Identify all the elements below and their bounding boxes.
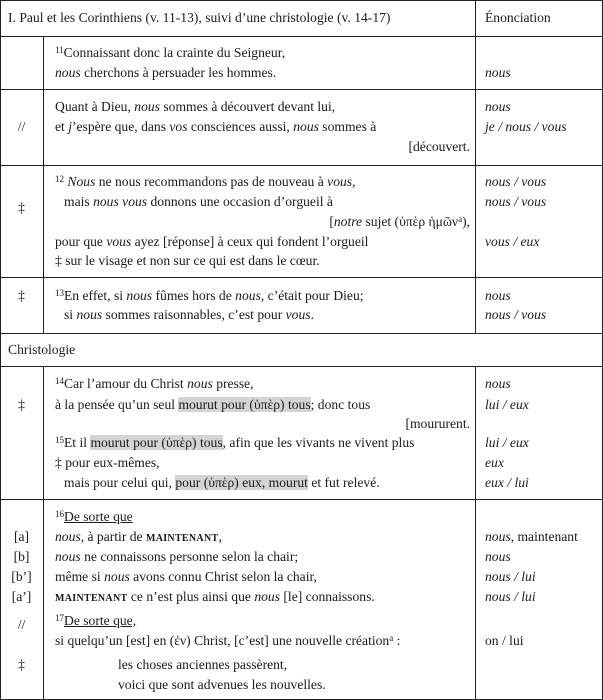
verse-16-line-5: maintenant ce n’est plus ainsi que nous [le] connaissons. — [55, 589, 375, 604]
verse-17-line-4: voici que sont advenues les nouvelles. — [118, 677, 326, 692]
enonciation-16-4: nous / lui — [485, 589, 536, 604]
enonciation-12-1: nous / vous — [485, 174, 547, 189]
verse-12-line-4: pour que vous ayez [réponse] à ceux qui fondent l’orgueil — [55, 234, 369, 249]
verse-12-line-2: mais nous vous donnons une occasion d’orgueil à — [64, 194, 333, 209]
enonciation-row2-2: je / nous / vous — [485, 119, 567, 134]
verse-11-line-1: $^{11}$Connaissant donc la crainte du Seigneur, — [55, 45, 286, 60]
verse-16-line-1: $^{16}$De sorte que — [55, 509, 133, 524]
enonciation-15-3: eux / lui — [485, 475, 529, 490]
verse-13-line-1: $^{13}$En effet, si nous fûmes hors de nous, c’était pour Dieu; — [55, 288, 364, 303]
verse-12-line-5: ‡ sur le visage et non sur ce qui est dans le cœur. — [55, 253, 320, 268]
highlight: pour (ὑπὲρ) eux, mourut — [175, 475, 308, 490]
verse-12-line-1: $^{12}$ Nous ne nous recommandons pas de nouveau à vous, — [55, 174, 356, 189]
verse-16-line-3: nous ne connaissons personne selon la chair; — [55, 549, 299, 564]
enonciation-11: nous — [485, 65, 511, 80]
highlight: mourut pour (ὑπὲρ) tous — [178, 397, 311, 412]
structure-mark: ‡ — [18, 288, 25, 303]
verse-14-line-1: $^{14}$Car l’amour du Christ nous presse, — [55, 376, 254, 391]
enonciation-14-2: lui / eux — [485, 397, 529, 412]
verse-15-line-1: $^{15}$Et il mourut pour (ὑπὲρ) tous, afin que les vivants ne vivent plus — [55, 435, 415, 450]
enonciation-15-1: lui / eux — [485, 435, 529, 450]
enonciation-row2-1: nous — [485, 99, 511, 114]
enonciation-17: on / lui — [485, 633, 524, 648]
enonciation-12-4: vous / eux — [485, 234, 540, 249]
enonciation-15-2: eux — [485, 455, 504, 470]
verse-17-line-3: les choses anciennes passèrent, — [118, 657, 288, 672]
verse-17-line-1: $^{17}$De sorte que, — [55, 613, 137, 628]
enonciation-13-1: nous — [485, 288, 511, 303]
enonciation-13-2: nous / vous — [485, 307, 547, 322]
verse-16-line-4: même si nous avons connu Christ selon la chair, — [55, 569, 317, 584]
verse-15-line-2: ‡ pour eux-mêmes, — [55, 455, 160, 470]
verse-14-line-3: [moururent. — [405, 416, 470, 431]
verse-17-line-2: si quelqu’un [est] en (ἐν) Christ, [c’est] une nouvelle création$^a$ : — [55, 633, 401, 648]
structure-mark-a: [a] — [13, 529, 30, 544]
verse-13-line-2: si nous sommes raisonnables, c’est pour vous. — [64, 307, 314, 322]
structure-mark: ‡ — [18, 200, 25, 215]
structure-mark: // — [17, 617, 26, 632]
row2-line-3: [découvert. — [408, 139, 470, 154]
structure-mark-a-prime: [a’] — [11, 589, 32, 604]
enonciation-14-1: nous — [485, 376, 511, 391]
highlight: mourut pour (ὑπὲρ) tous — [90, 435, 223, 450]
structure-mark-b: [b] — [13, 549, 30, 564]
section-heading: Christologie — [8, 342, 76, 357]
structure-mark: // — [17, 119, 26, 134]
row2-line-1: Quant à Dieu, nous sommes à découvert devant lui, — [55, 99, 336, 114]
header-enonciation: Énonciation — [485, 10, 551, 25]
verse-11-line-2: nous cherchons à persuader les hommes. — [55, 65, 277, 80]
enonciation-12-2: nous / vous — [485, 194, 547, 209]
header-title: I. Paul et les Corinthiens (v. 11-13), suivi d’une christologie (v. 14-17) — [8, 10, 391, 25]
structure-mark-b-prime: [b’] — [11, 569, 32, 584]
verse-12-line-3: [notre sujet (ὑπὲρ ἡμῶν$^a$), — [329, 214, 470, 229]
verse-16-line-2: nous, à partir de maintenant, — [55, 529, 222, 544]
row2-line-2: et j’espère que, dans vos consciences aussi, nous sommes à — [55, 119, 377, 134]
structure-mark: ‡ — [18, 657, 25, 672]
structure-mark: ‡ — [18, 397, 25, 412]
enonciation-16-3: nous / lui — [485, 569, 536, 584]
enonciation-16-1: nous, maintenant — [485, 529, 578, 544]
verse-15-line-3: mais pour celui qui, pour (ὑπὲρ) eux, mourut et fut relevé. — [64, 475, 380, 490]
enonciation-16-2: nous — [485, 549, 511, 564]
verse-14-line-2: à la pensée qu’un seul mourut pour (ὑπὲρ) tous; donc tous — [55, 397, 371, 412]
